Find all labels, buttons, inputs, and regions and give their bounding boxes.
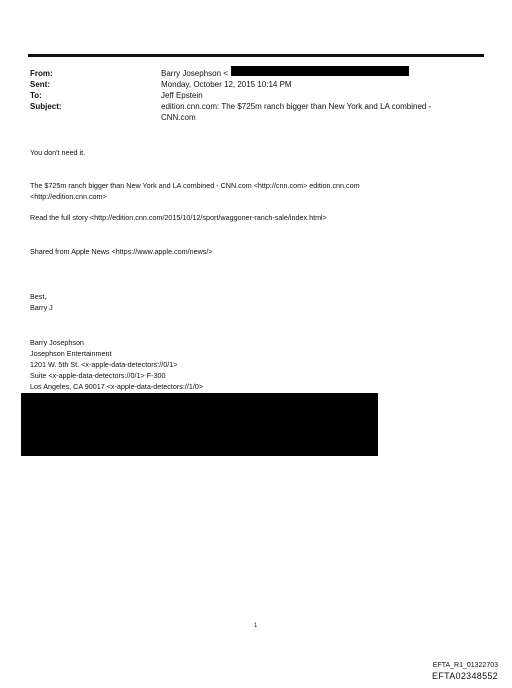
from-label: From: (30, 69, 53, 78)
signature-company: Josephson Entertainment (30, 349, 112, 358)
from-value: Barry Josephson < (161, 69, 228, 78)
sent-label: Sent: (30, 80, 50, 89)
to-label: To: (30, 91, 42, 100)
signature-redaction (21, 393, 378, 456)
body-line-2: The $725m ranch bigger than New York and LA combined - CNN.com <http://cnn.com> edition.cnn.com (30, 181, 360, 190)
subject-label: Subject: (30, 102, 62, 111)
body-line-7: Barry J (30, 303, 53, 312)
body-line-4: Read the full story <http://edition.cnn.com/2015/10/12/sport/waggoner-ranch-sale/index.html> (30, 213, 327, 222)
footer-id-1: EFTA_R1_01322703 (432, 662, 498, 669)
to-value: Jeff Epstein (161, 91, 203, 100)
subject-value-line1: edition.cnn.com: The $725m ranch bigger than New York and LA combined - (161, 102, 432, 111)
footer-id-2: EFTA02348552 (432, 671, 498, 681)
page-number: 1 (254, 623, 258, 629)
sent-value: Monday, October 12, 2015 10:14 PM (161, 80, 292, 89)
subject-value-line2: CNN.com (161, 113, 196, 122)
body-line-3: <http://edition.cnn.com> (30, 192, 107, 201)
body-line-6: Best, (30, 292, 47, 301)
body-line-5: Shared from Apple News <https://www.apple.com/news/> (30, 247, 213, 256)
signature-name: Barry Josephson (30, 338, 84, 347)
signature-city: Los Angeles, CA 90017 <x-apple-data-detectors://1/0> (30, 382, 204, 391)
signature-suite: Suite <x-apple-data-detectors://0/1> F-300 (30, 371, 166, 380)
body-line-1: You don't need it. (30, 148, 86, 157)
header-rule (28, 54, 484, 57)
from-email-redaction (231, 66, 409, 76)
signature-address: 1201 W. 5th St. <x-apple-data-detectors://0/1> (30, 360, 178, 369)
